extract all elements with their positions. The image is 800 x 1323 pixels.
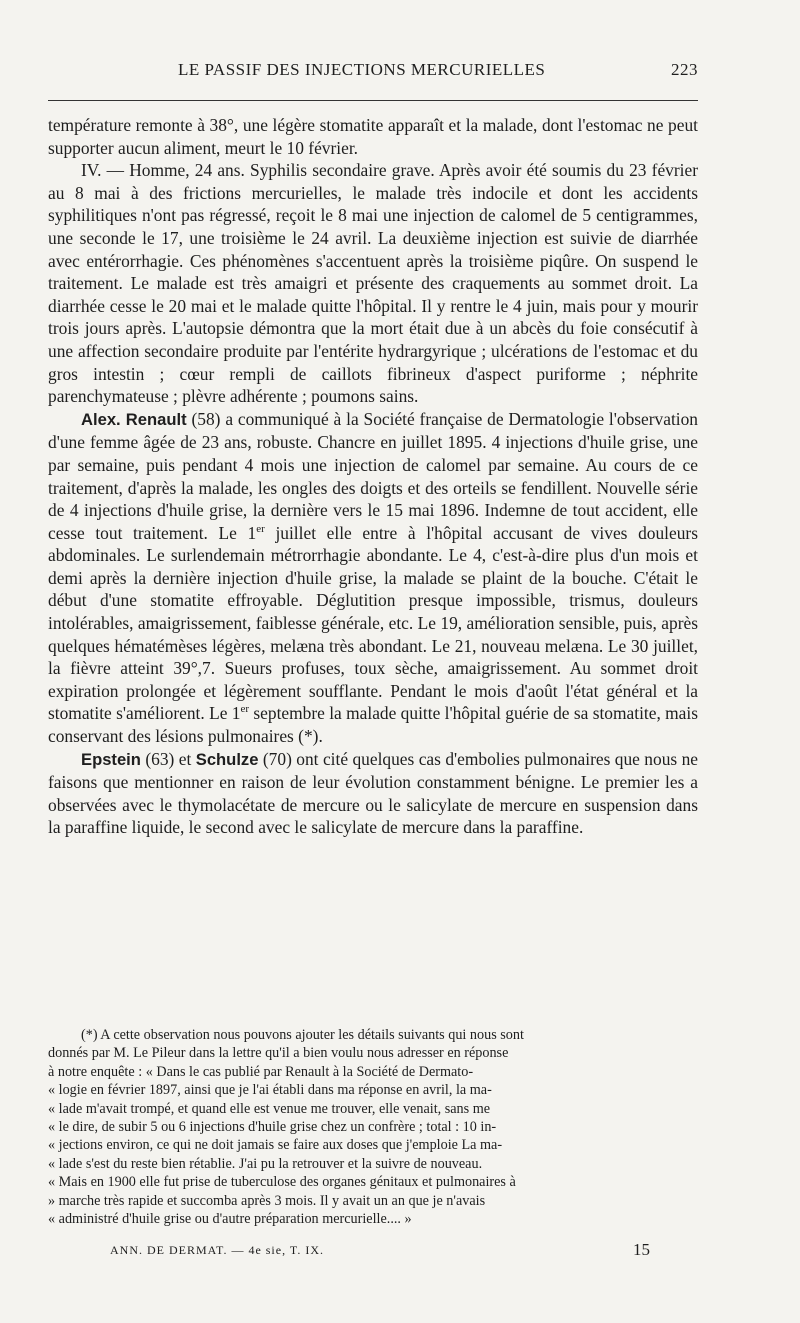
- author-epstein: Epstein: [81, 749, 141, 769]
- paragraph-epstein-schulze: [48, 748, 698, 839]
- running-header: [48, 60, 698, 88]
- footnote-line: « lade m'avait trompé, et quand elle est venue me trouver, elle venait, sans me: [48, 1100, 491, 1117]
- header-title: LE PASSIF DES INJECTIONS MERCURIELLES: [178, 60, 546, 79]
- ordinal-sup-2: er: [240, 703, 250, 716]
- footnote: [48, 1026, 698, 1228]
- footnote-line: » marche très rapide et succomba après 3 mois. Il y avait un an que je n'avais: [48, 1192, 486, 1209]
- footnote-line: (*) A cette observation nous pouvons ajouter les détails suivants qui nous sont: [81, 1027, 524, 1043]
- paragraph-case-iv: IV. — Homme, 24 ans. Syphilis secondaire grave. Après avoir été soumis du 23 février au 8 mai à des frictions mercurielles, le malade très indocile et dont les accidents syphilitiques n'ont pas régressé, reçoit le 8 mai une injection de calomel de 5 centigrammes, une seconde le 17, une troisième le 24 avril. La deuxième injection est suivie de diarrhée avec entérorrhagie. Ces phénomènes s'accentuent après la troisième piqûre. On suspend le traitement. Le malade est très amaigri et présente des craquements au sommet droit. La diarrhée cesse le 20 mai et le malade quitte l'hôpital. Il y rentre le 4 juin, mais pour y mourir trois jours après. L'autopsie démontra que la mort était due à un abcès du foie consécutif à une affection secondaire produite par l'entérite hydrargyrique ; ulcérations de l'estomac et du gros intestin ; cœur rempli de caillots fibrineux d'aspect puriforme ; néphrite parenchymateuse ; plèvre adhérente ; poumons sains.: [48, 160, 698, 407]
- page-footer: [110, 1240, 650, 1259]
- journal-reference: ANN. DE DERMAT. — 4e sie, T. IX.: [110, 1243, 324, 1257]
- renault-text-b: juillet elle entre à l'hôpital accusant de vives douleurs abdominales. Le surlendemain métrorrhagie abondante. Le 4, c'est-à-dire plus d'un mois et demi après la dernière injection d'huile grise, la malade se plaint de la bouche. C'était le début d'une stomatite effroyable. Déglutition presque impossible, trismus, douleurs intolérables, amaigrissement, faiblesse générale, etc. Le 19, amélioration sensible, puis, après quelques hématémèses légères, melæna très abondant. Le 21, nouveau melæna. Le 30 juillet, la fièvre atteint 39°,7. Sueurs profuses, toux sèche, amaigrissement. Au sommet droit expiration prolongée et légèrement soufflante. Pendant le mois d'août l'état général et la stomatite s'améliorent. Le 1: [48, 522, 698, 724]
- body-text: [48, 114, 698, 839]
- renault-text-a: (58) a communiqué à la Société française de Dermatologie l'observation d'une femme âgée de 23 ans, robuste. Chancre en juillet 1895. 4 injections d'huile grise, une par semaine, puis pendant 4 mois une injection de calomel par semaine. Au cours de ce traitement, d'après la malade, les ongles des doigts et des orteils se fendillent. Nouvelle série de 4 injections d'huile grise, la dernière vers le 15 mai 1896. Indemne de tout accident, elle cesse tout traitement. Le 1: [48, 408, 699, 543]
- renault-text-c: septembre la malade quitte l'hôpital guérie de sa stomatite, mais conservant des lésions pulmonaires (*).: [48, 703, 698, 747]
- page: [48, 60, 698, 88]
- paragraph-renault: [48, 408, 698, 748]
- footnote-line: à notre enquête : « Dans le cas publié par Renault à la Société de Dermato-: [48, 1063, 474, 1080]
- footnote-line: « lade s'est du reste bien rétablie. J'ai pu la retrouver et la suivre de nouveau.: [48, 1155, 483, 1172]
- ordinal-sup-1: er: [256, 522, 265, 535]
- footnote-line: « jections environ, ce qui ne doit jamais se faire aux doses que j'emploie La ma-: [48, 1137, 503, 1154]
- epstein-text-a: (63) et: [140, 748, 196, 769]
- epstein-text-b: (70) ont cité quelques cas d'embolies pulmonaires que nous ne faisons que mentionner en raison de leur évolution constamment bénigne. Le premier les a observées avec le thymolacétate de mercure ou le salicylate de mercure en suspension dans la paraffine liquide, le second avec le salicylate de mercure dans la paraffine.: [48, 748, 698, 838]
- signature-mark: 15: [633, 1240, 650, 1259]
- footnote-line: « Mais en 1900 elle fut prise de tuberculose des organes génitaux et pulmonaires à: [48, 1174, 516, 1191]
- page-number: 223: [671, 60, 698, 79]
- footnote-line: « administré d'huile grise ou d'autre préparation mercurielle.... »: [48, 1211, 412, 1228]
- author-renault: Alex. Renault: [81, 409, 187, 429]
- footnote-line: « logie en février 1897, ainsi que je l'ai établi dans ma réponse en avril, la ma-: [48, 1082, 492, 1099]
- footnote-line: donnés par M. Le Pileur dans la lettre qu'il a bien voulu nous adresser en réponse: [48, 1045, 509, 1062]
- footnote-line: « le dire, de subir 5 ou 6 injections d'huile grise chez un confrère ; total : 10 in-: [48, 1119, 497, 1136]
- author-schulze: Schulze: [195, 749, 259, 769]
- header-rule: [48, 100, 698, 101]
- paragraph-continued: température remonte à 38°, une légère stomatite apparaît et la malade, dont l'estomac ne peut supporter aucun aliment, meurt le 10 février.: [48, 115, 698, 158]
